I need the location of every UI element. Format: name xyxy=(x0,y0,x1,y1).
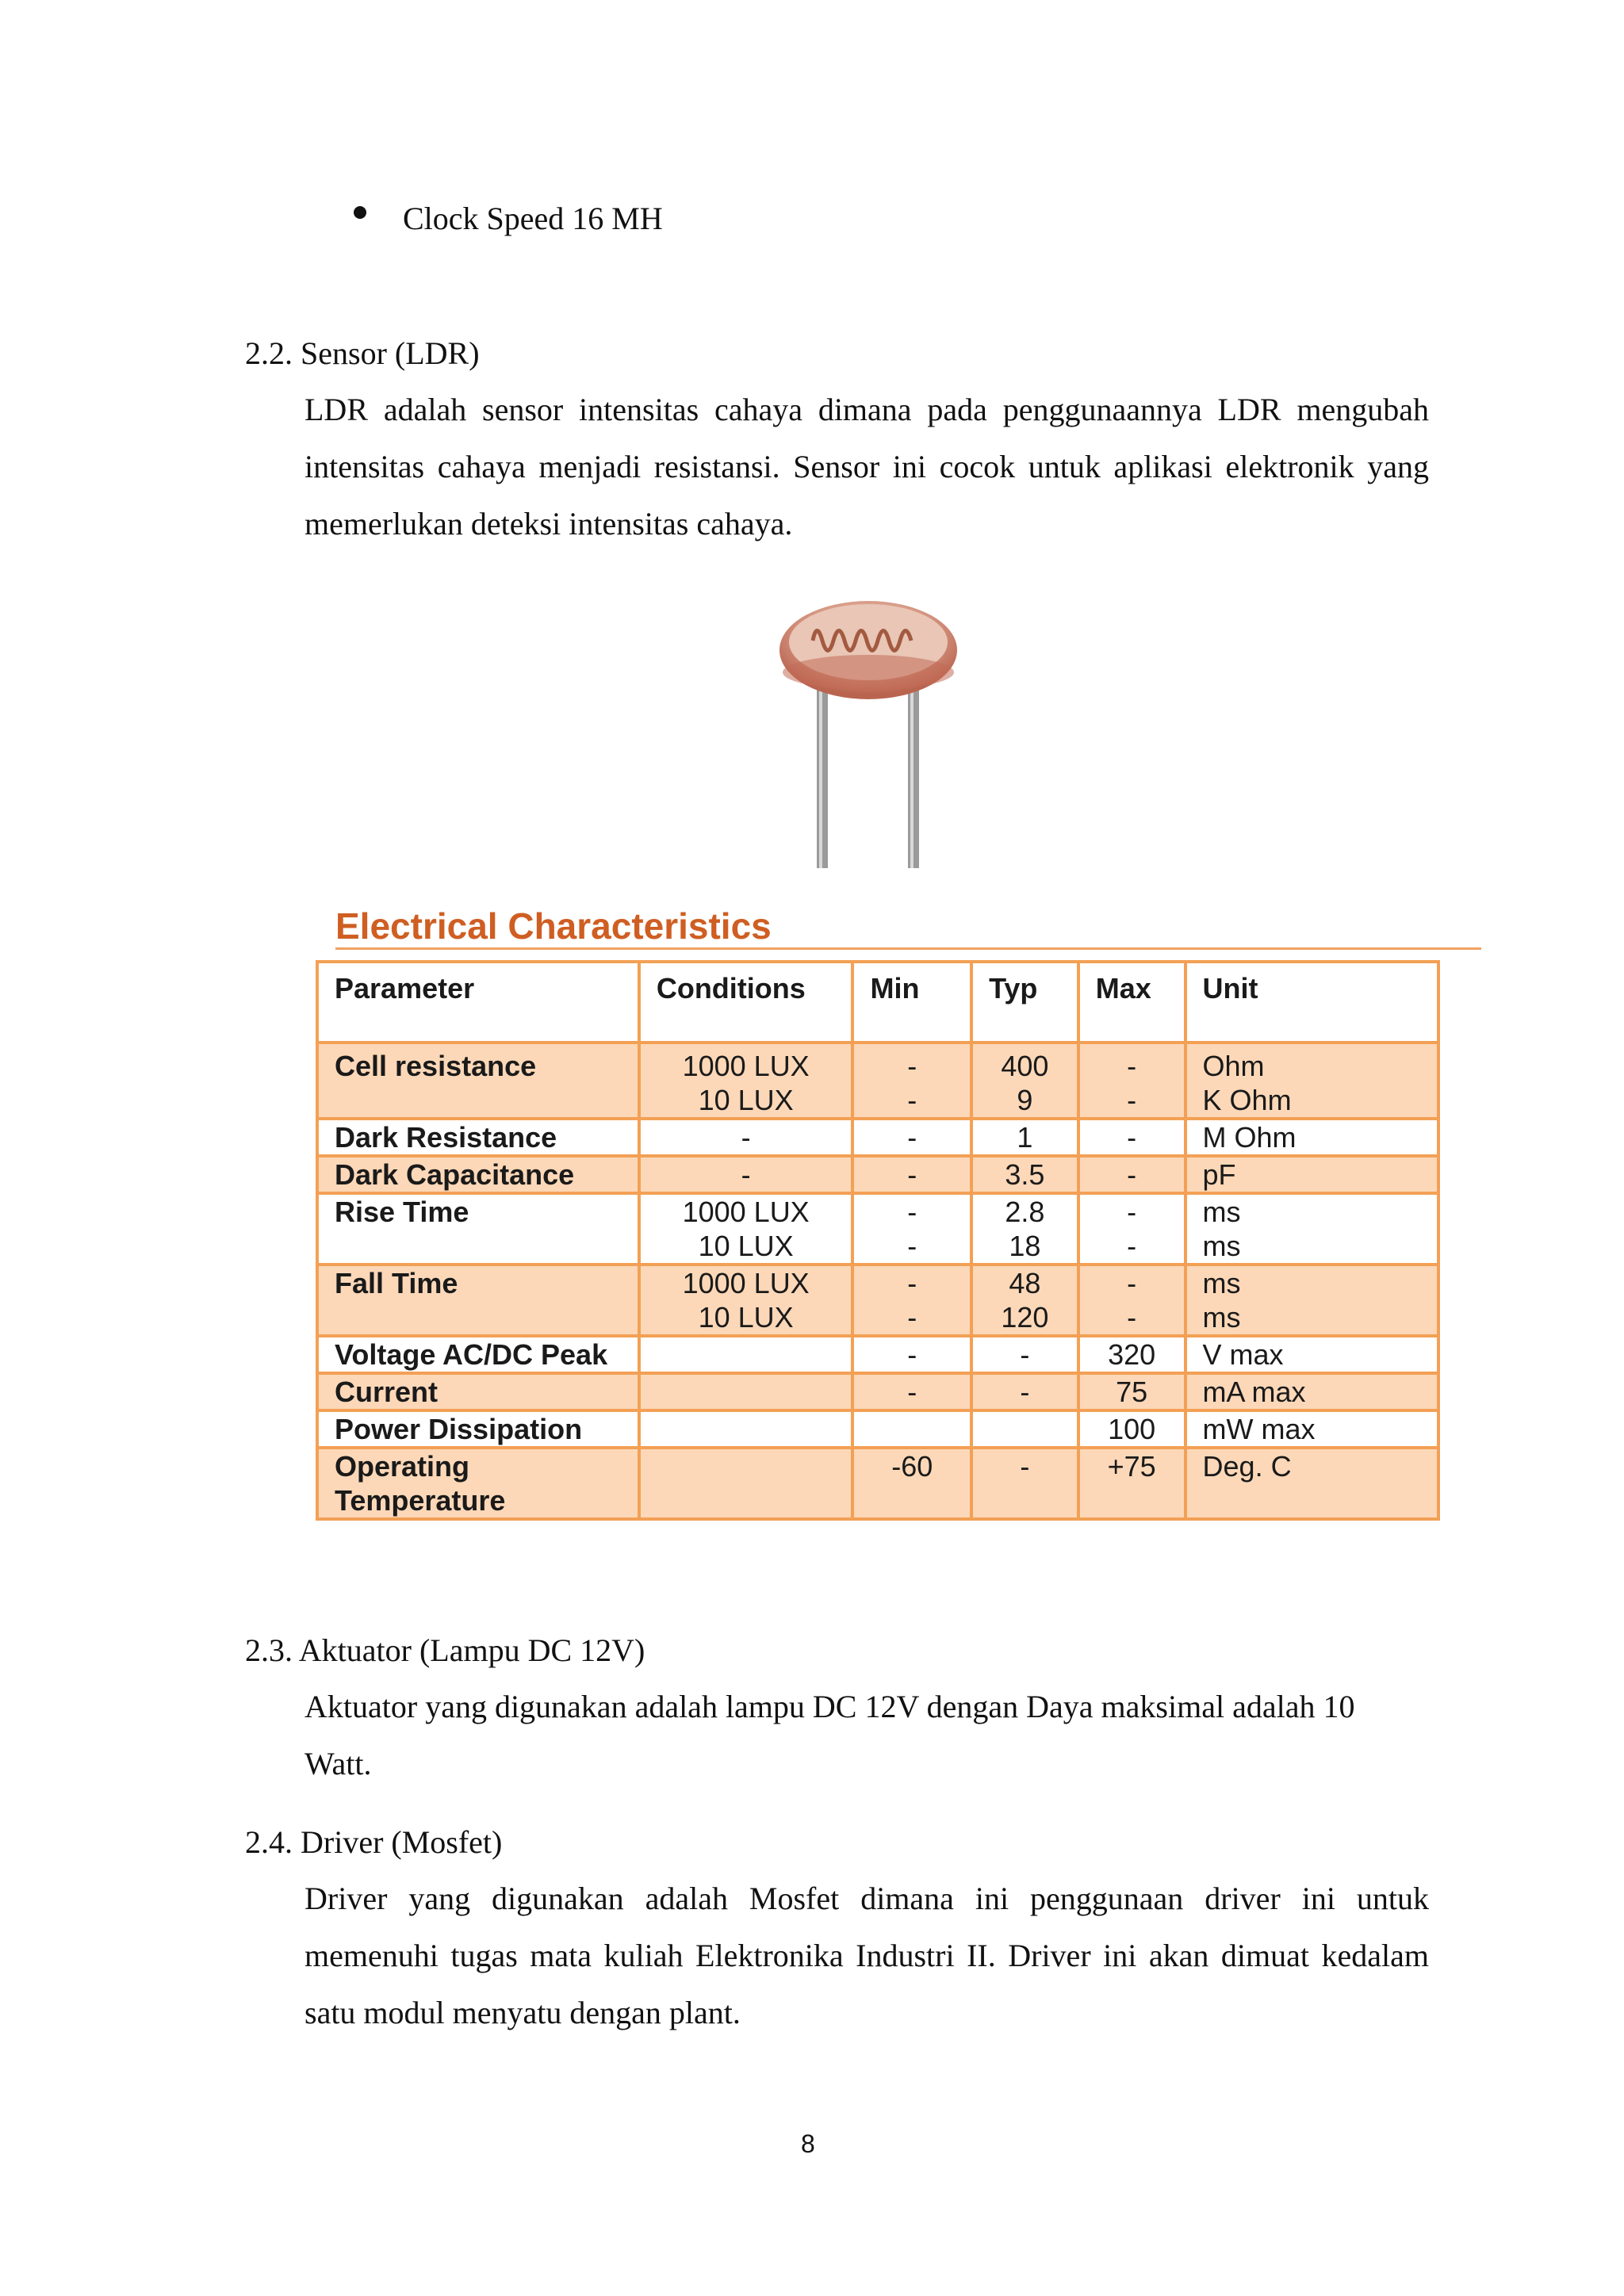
electrical-characteristics-title: Electrical Characteristics xyxy=(335,905,772,947)
column-header: Unit xyxy=(1185,962,1438,1043)
typ-cell xyxy=(971,1410,1078,1448)
min-cell xyxy=(852,1448,971,1519)
max-value: - xyxy=(1127,1196,1137,1228)
typ-cell xyxy=(971,1193,1078,1265)
title-divider xyxy=(335,947,1481,950)
cond-value: - xyxy=(741,1158,751,1191)
max-cell xyxy=(1078,1043,1185,1119)
unit-value: Ohm xyxy=(1202,1050,1265,1082)
typ-value: - xyxy=(1020,1376,1030,1408)
min-cell xyxy=(852,1373,971,1410)
cond-value: 1000 LUX xyxy=(682,1267,810,1299)
parameter-cell: Power Dissipation xyxy=(317,1410,639,1448)
unit-cell xyxy=(1185,1043,1438,1119)
electrical-characteristics-table xyxy=(316,960,1440,1521)
cond-value: 10 LUX xyxy=(698,1301,794,1334)
min-value: - xyxy=(907,1230,917,1262)
column-header: Max xyxy=(1078,962,1185,1043)
typ-cell xyxy=(971,1336,1078,1373)
ldr-photo-icon xyxy=(773,579,963,876)
unit-value: ms xyxy=(1202,1230,1241,1262)
cond-cell xyxy=(639,1336,853,1373)
typ-value: 400 xyxy=(1001,1050,1049,1082)
max-value: - xyxy=(1127,1230,1137,1262)
unit-value: mW max xyxy=(1202,1413,1316,1445)
unit-cell xyxy=(1185,1265,1438,1336)
typ-value: 48 xyxy=(1009,1267,1041,1299)
page-number: 8 xyxy=(801,2130,815,2158)
min-value: - xyxy=(907,1376,917,1408)
section-heading-driver: 2.4. Driver (Mosfet) xyxy=(245,1824,503,1860)
cond-cell xyxy=(639,1193,853,1265)
table-row xyxy=(317,1336,1438,1373)
typ-value: 18 xyxy=(1009,1230,1041,1262)
typ-value: 120 xyxy=(1001,1301,1049,1334)
unit-cell xyxy=(1185,1410,1438,1448)
cond-value: 10 LUX xyxy=(698,1230,794,1262)
unit-value: K Ohm xyxy=(1202,1084,1292,1116)
min-value: - xyxy=(907,1267,917,1299)
parameter-cell: Fall Time xyxy=(317,1265,639,1336)
min-cell xyxy=(852,1336,971,1373)
min-value: - xyxy=(907,1301,917,1334)
typ-cell xyxy=(971,1265,1078,1336)
unit-cell xyxy=(1185,1336,1438,1373)
max-cell xyxy=(1078,1373,1185,1410)
max-value: - xyxy=(1127,1158,1137,1191)
typ-value xyxy=(981,1412,1069,1446)
typ-value: 3.5 xyxy=(1005,1158,1045,1191)
min-value xyxy=(862,1412,962,1446)
cond-cell xyxy=(639,1410,853,1448)
typ-cell xyxy=(971,1119,1078,1156)
max-value: +75 xyxy=(1107,1450,1156,1483)
min-value: - xyxy=(907,1121,917,1154)
min-value: - xyxy=(907,1338,917,1371)
typ-cell xyxy=(971,1043,1078,1119)
parameter-cell: Voltage AC/DC Peak xyxy=(317,1336,639,1373)
parameter-cell: Current xyxy=(317,1373,639,1410)
parameter-cell: Operating Temperature xyxy=(317,1448,639,1519)
min-cell xyxy=(852,1193,971,1265)
column-header: Typ xyxy=(971,962,1078,1043)
cond-value: 10 LUX xyxy=(698,1084,794,1116)
cond-cell xyxy=(639,1265,853,1336)
max-cell xyxy=(1078,1265,1185,1336)
column-header: Parameter xyxy=(317,962,639,1043)
section-heading-ldr: 2.2. Sensor (LDR) xyxy=(245,335,480,371)
min-cell xyxy=(852,1043,971,1119)
min-value: - xyxy=(907,1050,917,1082)
cond-value: 1000 LUX xyxy=(682,1050,810,1082)
max-value: - xyxy=(1127,1084,1137,1116)
parameter-cell: Rise Time xyxy=(317,1193,639,1265)
table-row xyxy=(317,1410,1438,1448)
cond-cell xyxy=(639,1119,853,1156)
min-cell xyxy=(852,1119,971,1156)
bullet-dot xyxy=(354,206,366,219)
max-cell xyxy=(1078,1448,1185,1519)
section-paragraph-driver: Driver yang digunakan adalah Mosfet dimana ini penggunaan driver ini untuk memenuhi tugas mata kuliah Elektronika Industri II. Driver ini akan dimuat kedalam satu modul menyatu dengan plant. xyxy=(304,1881,1429,2030)
table-row xyxy=(317,1119,1438,1156)
typ-cell xyxy=(971,1448,1078,1519)
table-row xyxy=(317,1373,1438,1410)
unit-value: ms xyxy=(1202,1196,1241,1228)
bullet-text: Clock Speed 16 MH xyxy=(403,201,663,236)
min-value: - xyxy=(907,1158,917,1191)
column-header: Conditions xyxy=(639,962,853,1043)
typ-cell xyxy=(971,1156,1078,1193)
table-row xyxy=(317,1265,1438,1336)
typ-value: - xyxy=(1020,1338,1030,1371)
max-value: 100 xyxy=(1108,1413,1156,1445)
min-cell xyxy=(852,1265,971,1336)
unit-cell xyxy=(1185,1156,1438,1193)
max-cell xyxy=(1078,1193,1185,1265)
unit-cell xyxy=(1185,1119,1438,1156)
min-cell xyxy=(852,1410,971,1448)
max-value: - xyxy=(1127,1050,1137,1082)
typ-value: 9 xyxy=(1017,1084,1033,1116)
typ-value: 2.8 xyxy=(1005,1196,1045,1228)
parameter-cell: Cell resistance xyxy=(317,1043,639,1119)
parameter-cell: Dark Capacitance xyxy=(317,1156,639,1193)
min-value: -60 xyxy=(891,1450,933,1483)
min-value: - xyxy=(907,1084,917,1116)
typ-cell xyxy=(971,1373,1078,1410)
unit-value: Deg. C xyxy=(1202,1450,1292,1483)
max-cell xyxy=(1078,1410,1185,1448)
unit-cell xyxy=(1185,1373,1438,1410)
cond-value xyxy=(649,1337,844,1372)
cond-value: - xyxy=(741,1121,751,1154)
table-header-row xyxy=(317,962,1438,1043)
max-value: - xyxy=(1127,1121,1137,1154)
column-header: Min xyxy=(852,962,971,1043)
unit-value: mA max xyxy=(1202,1376,1306,1408)
max-cell xyxy=(1078,1336,1185,1373)
cond-value xyxy=(649,1412,844,1446)
unit-cell xyxy=(1185,1193,1438,1265)
table-row xyxy=(317,1156,1438,1193)
unit-value: M Ohm xyxy=(1202,1121,1297,1154)
cond-value xyxy=(649,1449,844,1483)
typ-value: - xyxy=(1020,1450,1030,1483)
min-cell xyxy=(852,1156,971,1193)
unit-value: ms xyxy=(1202,1267,1241,1299)
cond-value xyxy=(649,1375,844,1409)
table-row xyxy=(317,1448,1438,1519)
max-value: 75 xyxy=(1116,1376,1148,1408)
unit-value: ms xyxy=(1202,1301,1241,1334)
max-value: 320 xyxy=(1108,1338,1156,1371)
section-paragraph-aktuator: Aktuator yang digunakan adalah lampu DC 12V dengan Daya maksimal adalah 10 Watt. xyxy=(304,1689,1355,1781)
max-cell xyxy=(1078,1119,1185,1156)
min-value: - xyxy=(907,1196,917,1228)
max-cell xyxy=(1078,1156,1185,1193)
parameter-cell: Dark Resistance xyxy=(317,1119,639,1156)
cond-cell xyxy=(639,1448,853,1519)
unit-value: pF xyxy=(1202,1158,1236,1191)
unit-cell xyxy=(1185,1448,1438,1519)
cond-value: 1000 LUX xyxy=(682,1196,810,1228)
typ-value: 1 xyxy=(1017,1121,1033,1154)
cond-cell xyxy=(639,1373,853,1410)
max-value: - xyxy=(1127,1301,1137,1334)
section-heading-aktuator: 2.3. Aktuator (Lampu DC 12V) xyxy=(245,1632,645,1668)
unit-value: V max xyxy=(1202,1338,1284,1371)
cond-cell xyxy=(639,1156,853,1193)
section-paragraph-ldr: LDR adalah sensor intensitas cahaya dimana pada penggunaannya LDR mengubah intensitas cahaya menjadi resistansi. Sensor ini cocok untuk aplikasi elektronik yang memerlukan deteksi intensitas cahaya. xyxy=(304,392,1429,541)
table-row xyxy=(317,1193,1438,1265)
cond-cell xyxy=(639,1043,853,1119)
max-value: - xyxy=(1127,1267,1137,1299)
table-row xyxy=(317,1043,1438,1119)
